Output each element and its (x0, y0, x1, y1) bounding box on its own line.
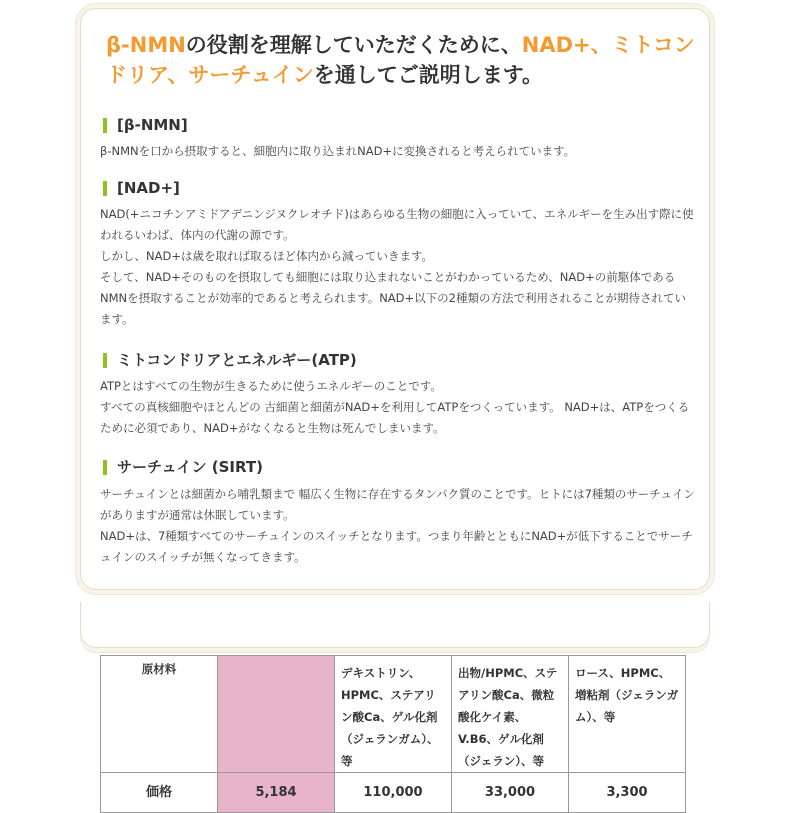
section-title-nmn: [β-NMN] (103, 115, 188, 135)
cell-price-3: 33,000 (452, 773, 569, 813)
heading-text-2: を通してご説明します。 (313, 63, 544, 87)
section-bar (103, 460, 107, 475)
paragraph: NAD(+ニコチンアミドアデニンジヌクレオチド)はあらゆる生物の細胞に入っていて、エネルギーを生み出す際に使われるいわば、体内の代謝の源です。 (100, 207, 694, 242)
section-body-mitochondria (100, 376, 696, 439)
section-title-mitochondria: ミトコンドリアとエネルギー(ATP) (103, 350, 357, 370)
paragraph: そして、NAD+そのものを摂取しても細胞には取り込まれないことがわかっているため、NAD+の前駆体であるNMNを摂取することが効率的であると考えられます。NAD+以下の2種類の方法で利用されることが期待されています。 (100, 270, 686, 326)
section-title-sirtuin: サーチュイン (SIRT) (103, 457, 263, 477)
section-title-nad: [NAD+] (103, 178, 180, 198)
heading-highlight-nmn: β-NMN (106, 33, 186, 57)
paragraph: サーチュインとは細菌から哺乳類まで 幅広く生物に存在するタンパク質のことです。ヒトには7種類のサーチュインがありますが通常は休眠しています。 (100, 487, 696, 522)
section-body-nad (100, 204, 696, 330)
paragraph: ATPとはすべての生物が生きるために使うエネルギーのことです。 (100, 379, 442, 393)
cell-materials-1 (218, 656, 335, 773)
second-card (80, 602, 710, 648)
paragraph: しかし、NAD+は歳を取れば取るほど体内から減っていきます。 (100, 249, 434, 263)
section-body-sirtuin (100, 484, 696, 568)
table-row-price (101, 773, 686, 813)
paragraph: NAD+は、7種類すべてのサーチュインのスイッチとなります。つまり年齢とともにNAD+が低下することでサーチュインのスイッチが無くなってきます。 (100, 529, 693, 564)
cell-materials-3: 出物/HPMC、ステアリン酸Ca、微粒酸化ケイ素、V.B6、ゲル化剤（ジェラン）、等 (452, 656, 569, 773)
comparison-table (100, 655, 686, 813)
cell-materials-2: デキストリン、HPMC、ステアリン酸Ca、ゲル化剤（ジェランガム）、等 (335, 656, 452, 773)
section-bar (103, 118, 107, 133)
heading-text-1: の役割を理解していただくために、 (185, 33, 522, 57)
row-label-materials: 原材料 (101, 656, 218, 773)
cell-materials-4: ロース、HPMC、増粘剤（ジェランガム）、等 (569, 656, 686, 773)
section-body-nmn (100, 141, 696, 162)
section-bar (103, 181, 107, 196)
cell-price-1: 5,184 (218, 773, 335, 813)
row-label-price: 価格 (101, 773, 218, 813)
cell-price-2: 110,000 (335, 773, 452, 813)
heading-highlight-terms: NAD+、ミトコンドリア、サーチュイン (106, 33, 695, 87)
paragraph: β-NMNを口から摂取すると、細胞内に取り込まれNAD+に変換されると考えられています。 (100, 144, 576, 158)
paragraph: すべての真核細胞やほとんどの 古細菌と細菌がNAD+を利用してATPをつくっています。 NAD+は、ATPをつくるために必須であり、NAD+がなくなると生物は死んでしまいます。 (100, 400, 690, 435)
table-row-materials (101, 656, 686, 773)
cell-price-4: 3,300 (569, 773, 686, 813)
section-bar (103, 353, 107, 368)
page-heading (106, 30, 696, 90)
